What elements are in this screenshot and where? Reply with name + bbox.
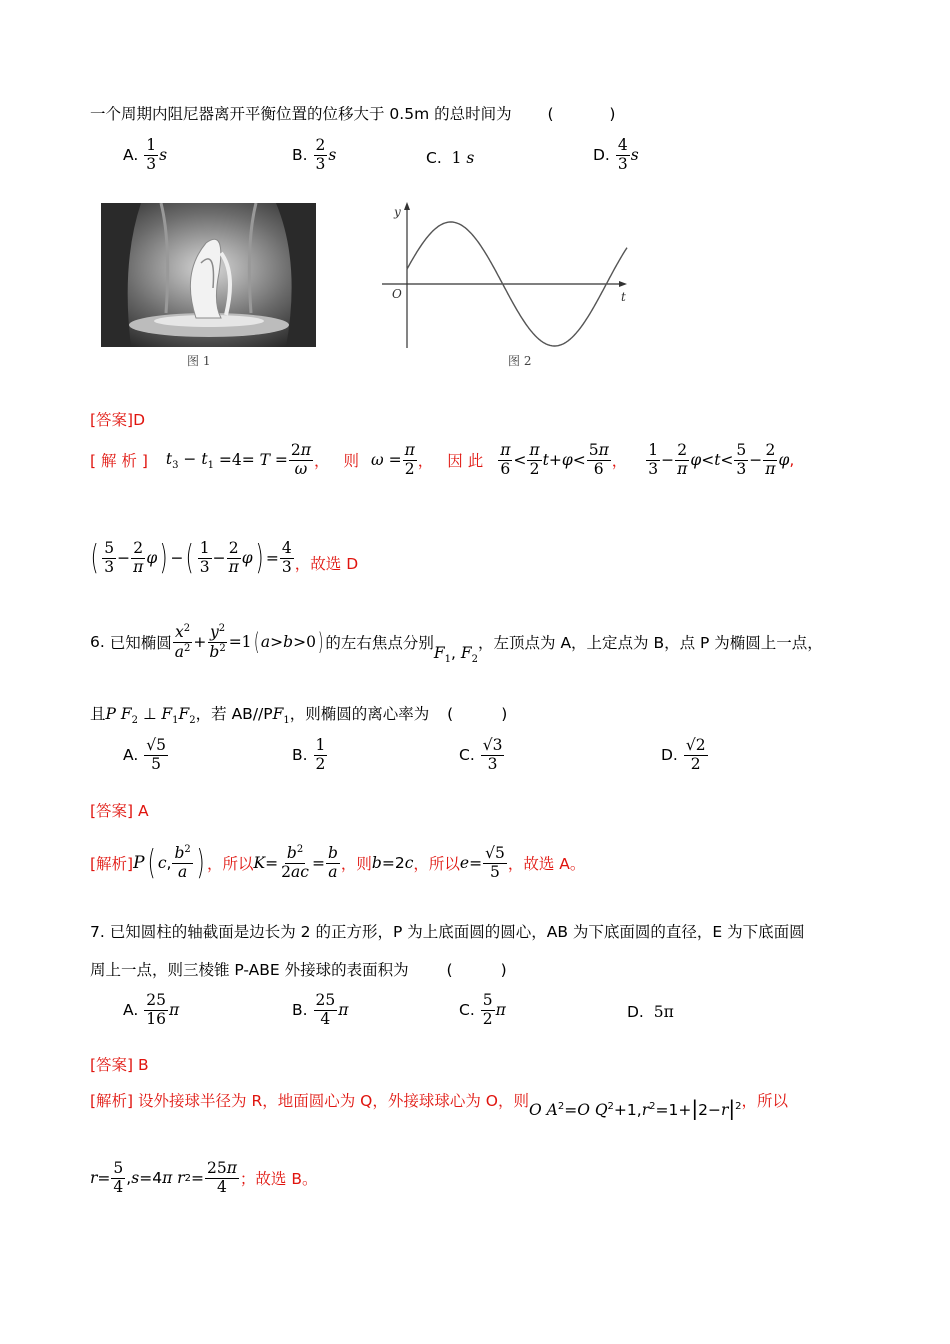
q6-answer: [答案] A — [90, 802, 149, 820]
figure-1-photo — [101, 203, 316, 347]
origin-label: O — [392, 287, 402, 301]
q7-analysis-line2: r = $\frac{5}{4}$ , s =4 π r 2 = $\frac{25\pi}{4}$ ；故选 B。 — [90, 1159, 318, 1196]
q5-option-b: B. $\frac{2}{3}$ s — [292, 136, 337, 173]
q6-option-b: B. $\frac{1}{2}$ — [292, 736, 326, 773]
q7-option-a: A. $\frac{25}{16}$ π — [123, 991, 180, 1028]
figure-2-caption: 图 2 — [508, 354, 532, 368]
q6-option-d: D. $\frac{√2}{2}$ — [661, 736, 706, 773]
axis-label-y: y — [394, 205, 401, 219]
q7-stem-line1: 7. 已知圆柱的轴截面是边长为 2 的正方形，P 为上底面圆的圆心，AB 为下底面圆的直径，E 为下底面圆 — [90, 923, 805, 941]
q7-answer: [答案] B — [90, 1056, 149, 1074]
q7-analysis-line1: [解析] 设外接球半径为 R，地面圆心为 Q，外接球球心为 O，则 O $A^2=O$ $Q^2+1,r^2=1+|2-r|^2$ ，所以 — [90, 1092, 788, 1120]
q7-option-b: B. $\frac{25}{4}$ π — [292, 991, 349, 1028]
q5-analysis-line2: ( $\frac{5}{3}$ − $\frac{2}{\pi}$ φ ) − ( $\frac{1}{3}$ − $\frac{2}{\pi}$ φ ) = $\frac{4}{3}$ ，故选 D — [90, 538, 359, 578]
q5-option-a: A. $\frac{1}{3}$ s — [123, 136, 168, 173]
q5-option-d: D. $\frac{4}{3}$ s — [593, 136, 639, 173]
figure-2-graph — [378, 198, 638, 350]
q6-option-a: A. $\frac{√5}{5}$ — [123, 736, 166, 773]
q6-option-c: C. $\frac{√3}{3}$ — [459, 736, 503, 773]
q6-stem-line1: 6. 已知椭圆 $\frac{x^2}{a^2}$ + $\frac{y^2}{b^2}$ =1 ( a > b > 0 ) 的左右焦点分别 $F_1$, $F_2$ ，左顶点为 A，上定点为 B，点 P 为椭圆上一点， — [90, 623, 823, 666]
q5-analysis-line1: [ 解 析 ] $t_3 - t_1$ =4= T = $\frac{2\pi}{\omega}$ ， 则 ω = $\frac{\pi}{2}$ ， 因 此 $\frac{\pi}{6}$ < $\frac{\pi}{2}$ t + φ < $\frac{5\pi}{6}$ ， $\frac{1}{3}$ − $\frac{2}{\pi}$ φ < t < $\frac{5}{3}$ − $\frac{2}{\pi}$ φ , — [90, 441, 795, 478]
q5-stem: 一个周期内阻尼器离开平衡位置的位移大于 0.5m 的总时间为 ( ) — [90, 105, 616, 123]
q5-answer: [答案]D — [90, 411, 146, 429]
axis-label-t: t — [621, 290, 626, 304]
answer-paren-close: ) — [609, 105, 616, 123]
q6-stem-line2: 且P $F_2$ ⊥ $F_1F_2$，若 $AB//PF_1$，则椭圆的离心率为 ( ) — [90, 705, 508, 727]
q7-option-d: D. 5π — [627, 1003, 674, 1021]
q6-analysis: [解析] P ( c , $\frac{b^2}{a}$ ) ，所以 K = $\frac{b^2}{2ac}$ = $\frac{b}{a}$ ，则 b=2c ，所以 e = $\frac{√5}{5}$ ，故选 A。 — [90, 843, 586, 883]
q5-option-c: C. 1 s — [426, 149, 475, 167]
q7-stem-line2: 周上一点，则三棱锥 P-ABE 外接球的表面积为 ( ) — [90, 961, 507, 979]
figure-1-caption: 图 1 — [187, 354, 211, 368]
q7-option-c: C. $\frac{5}{2}$ π — [459, 991, 506, 1028]
answer-paren-open: ( — [547, 105, 554, 123]
